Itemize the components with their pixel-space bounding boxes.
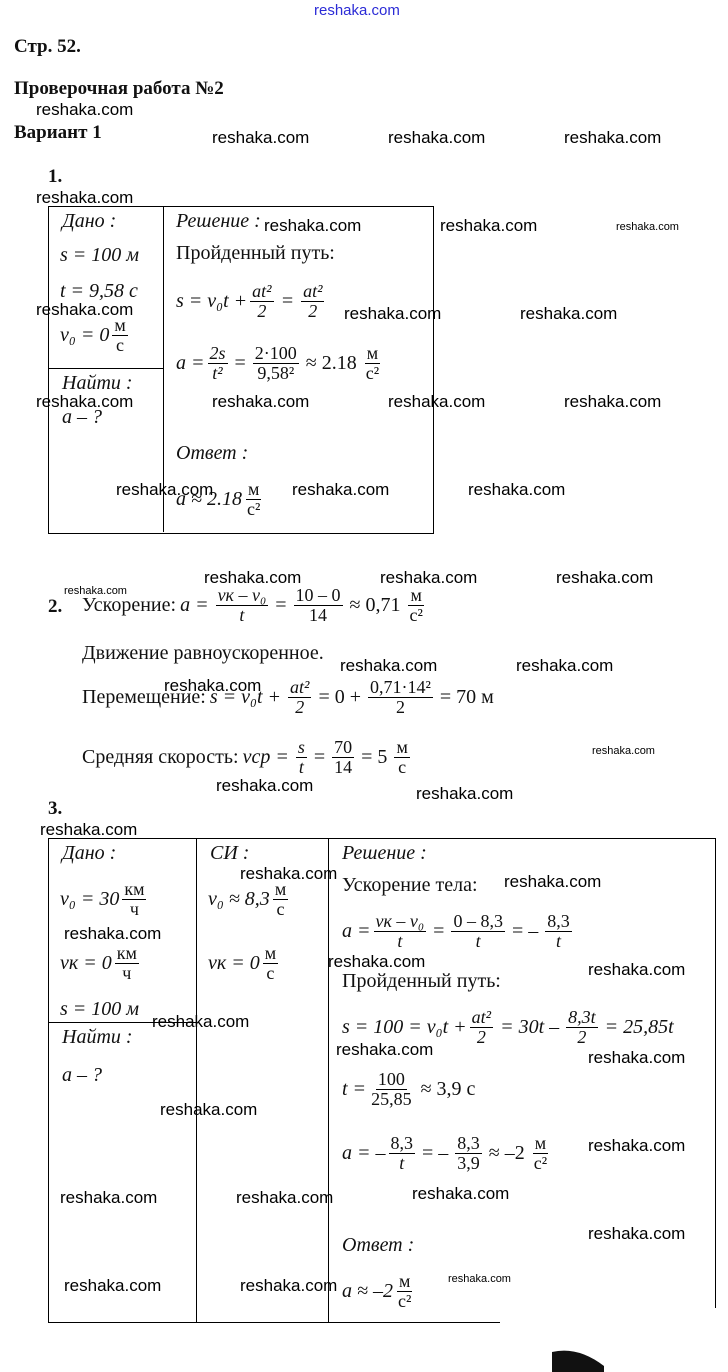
task3-find-label: Найти : <box>62 1026 133 1048</box>
task3-top-line <box>48 838 716 839</box>
task3-path-label: Пройденный путь: <box>342 970 501 992</box>
task3-eq-s: s = 100 = v₀t + $\frac{\text{at²}}{2}$ = 30t – $\frac{8,3t}{2}$ = 25,85t <box>342 1007 674 1047</box>
task1-given-v0-unit: $\frac{м}{с}$ <box>114 315 126 355</box>
task1-answer: a ≈ 2.18 $\frac{м}{\text{с²}}$ <box>176 479 261 519</box>
watermark: reshaka.com <box>520 304 618 323</box>
watermark: reshaka.com <box>616 221 679 233</box>
watermark: reshaka.com <box>588 1136 686 1155</box>
task3-accel-label: Ускорение тела: <box>342 874 478 896</box>
task2-accel: Ускорение: a = $\frac{\text{vк – v₀}}{t}$ = $\frac{10 - 0}{14}$ ≈ 0,71 $\frac{м}{\text{с²}}$ <box>82 585 423 625</box>
watermark: reshaka.com <box>236 1188 334 1207</box>
watermark: reshaka.com <box>240 1276 338 1295</box>
task3-v0: v₀ = 30 $\frac{км}{ч}$ <box>60 879 145 919</box>
watermark: reshaka.com <box>64 924 162 943</box>
task1-number: 1. <box>48 166 63 187</box>
watermark: reshaka.com <box>36 100 134 119</box>
watermark: reshaka.com <box>556 568 654 587</box>
task1-find: a – ? <box>62 406 102 428</box>
watermark: reshaka.com <box>516 656 614 675</box>
task3-bottom-line <box>48 1322 500 1323</box>
task3-find: a – ? <box>62 1064 102 1086</box>
watermark: reshaka.com <box>340 656 438 675</box>
watermark: reshaka.com <box>64 585 127 597</box>
watermark: reshaka.com <box>36 188 134 207</box>
watermark: reshaka.com <box>440 216 538 235</box>
task3-answer-label: Ответ : <box>342 1234 415 1256</box>
task3-vk: vк = 0 $\frac{км}{ч}$ <box>60 943 137 983</box>
watermark: reshaka.com <box>264 216 362 235</box>
watermark: reshaka.com <box>160 1100 258 1119</box>
watermark: reshaka.com <box>328 952 426 971</box>
watermark: reshaka.com <box>64 1276 162 1295</box>
task1-find-label: Найти : <box>62 372 133 394</box>
task3-eq-t: t = $\frac{100}{25,85}$ ≈ 3,9 с <box>342 1069 476 1109</box>
watermark: reshaka.com <box>204 568 302 587</box>
task3-eq-a: a = $\frac{\text{vк – v₀}}{t}$ = $\frac{0 - 8,3}{t}$ = – $\frac{8,3}{t}$ <box>342 911 570 951</box>
task1-given-v0 <box>60 316 131 355</box>
task2-avg-speed: Средняя скорость: vср = $\frac{s}{t}$ = $\frac{70}{14}$ = 5 $\frac{м}{с}$ <box>82 737 408 777</box>
task3-number: 3. <box>48 798 63 819</box>
watermark: reshaka.com <box>152 1012 250 1031</box>
watermark: reshaka.com <box>588 1048 686 1067</box>
watermark: reshaka.com <box>388 128 486 147</box>
work-title: Проверочная работа №2 <box>14 78 224 99</box>
task3-vk-si: vк = 0 $\frac{м}{с}$ <box>208 943 277 983</box>
task1-eq1: s = v₀t + $\frac{\text{at²}}{2}$ = $\frac{\text{at²}}{2}$ <box>176 281 323 321</box>
task3-answer: a ≈ –2 $\frac{м}{\text{с²}}$ <box>342 1271 412 1311</box>
watermark: reshaka.com <box>592 745 655 757</box>
task3-s: s = 100 м <box>60 998 140 1020</box>
watermark: reshaka.com <box>504 872 602 891</box>
watermark: reshaka.com <box>116 480 214 499</box>
watermark: reshaka.com <box>212 392 310 411</box>
task2-motion: Движение равноускоренное. <box>82 642 324 664</box>
task3-eq-a2: a = – $\frac{8,3}{t}$ = – $\frac{8,3}{3,9}$ ≈ –2 $\frac{м}{\text{с²}}$ <box>342 1133 548 1173</box>
task3-right-line <box>715 838 716 1308</box>
watermark: reshaka.com <box>164 676 262 695</box>
watermark: reshaka.com <box>36 300 134 319</box>
task3-left-line <box>48 838 49 1322</box>
watermark: reshaka.com <box>216 776 314 795</box>
page-corner-mark <box>548 1346 608 1372</box>
task1-given-v0-text: v₀ = 0 <box>60 323 110 346</box>
watermark: reshaka.com <box>292 480 390 499</box>
watermark: reshaka.com <box>448 1273 511 1285</box>
variant-title: Вариант 1 <box>14 122 102 143</box>
watermark: reshaka.com <box>240 864 338 883</box>
watermark: reshaka.com <box>388 392 486 411</box>
task1-given-t: t = 9,58 с <box>60 280 138 302</box>
task2-displacement: Перемещение: s = v₀t + $\frac{\text{at²}}{2}$ = 0 + $\frac{\text{0,71·14²}}{2}$ = 70 м <box>82 677 494 717</box>
watermark: reshaka.com <box>412 1184 510 1203</box>
watermark: reshaka.com <box>564 128 662 147</box>
watermark: reshaka.com <box>588 1224 686 1243</box>
watermark: reshaka.com <box>314 2 400 19</box>
task1-given-s: s = 100 м <box>60 244 140 266</box>
watermark: reshaka.com <box>588 960 686 979</box>
task1-path-label: Пройденный путь: <box>176 242 335 264</box>
watermark: reshaka.com <box>344 304 442 323</box>
page-number: Стр. 52. <box>14 36 81 57</box>
task3-v0-si: v₀ ≈ 8,3 $\frac{м}{с}$ <box>208 879 287 919</box>
watermark: reshaka.com <box>380 568 478 587</box>
watermark: reshaka.com <box>416 784 514 803</box>
task3-col2-line <box>328 838 329 1322</box>
task1-given-label: Дано : <box>62 210 117 232</box>
watermark: reshaka.com <box>36 392 134 411</box>
task3-given-label: Дано : <box>62 842 117 864</box>
watermark: reshaka.com <box>212 128 310 147</box>
watermark: reshaka.com <box>468 480 566 499</box>
task3-solution-label: Решение : <box>342 842 427 864</box>
task3-si-label: СИ : <box>210 842 250 864</box>
task2-number: 2. <box>48 596 63 617</box>
watermark: reshaka.com <box>60 1188 158 1207</box>
watermark: reshaka.com <box>40 820 138 839</box>
task1-solution-label: Решение : <box>176 210 261 232</box>
task3-col1-line <box>196 838 197 1322</box>
task1-divider-h <box>48 368 163 369</box>
task1-answer-label: Ответ : <box>176 442 249 464</box>
watermark: reshaka.com <box>564 392 662 411</box>
watermark: reshaka.com <box>336 1040 434 1059</box>
task1-eq2: a = $\frac{2s}{\text{t²}}$ = $\frac{2\cdot 100}{\text{9,58²}}$ ≈ 2.18 $\frac{м}{\text{с²}}$ <box>176 343 380 383</box>
